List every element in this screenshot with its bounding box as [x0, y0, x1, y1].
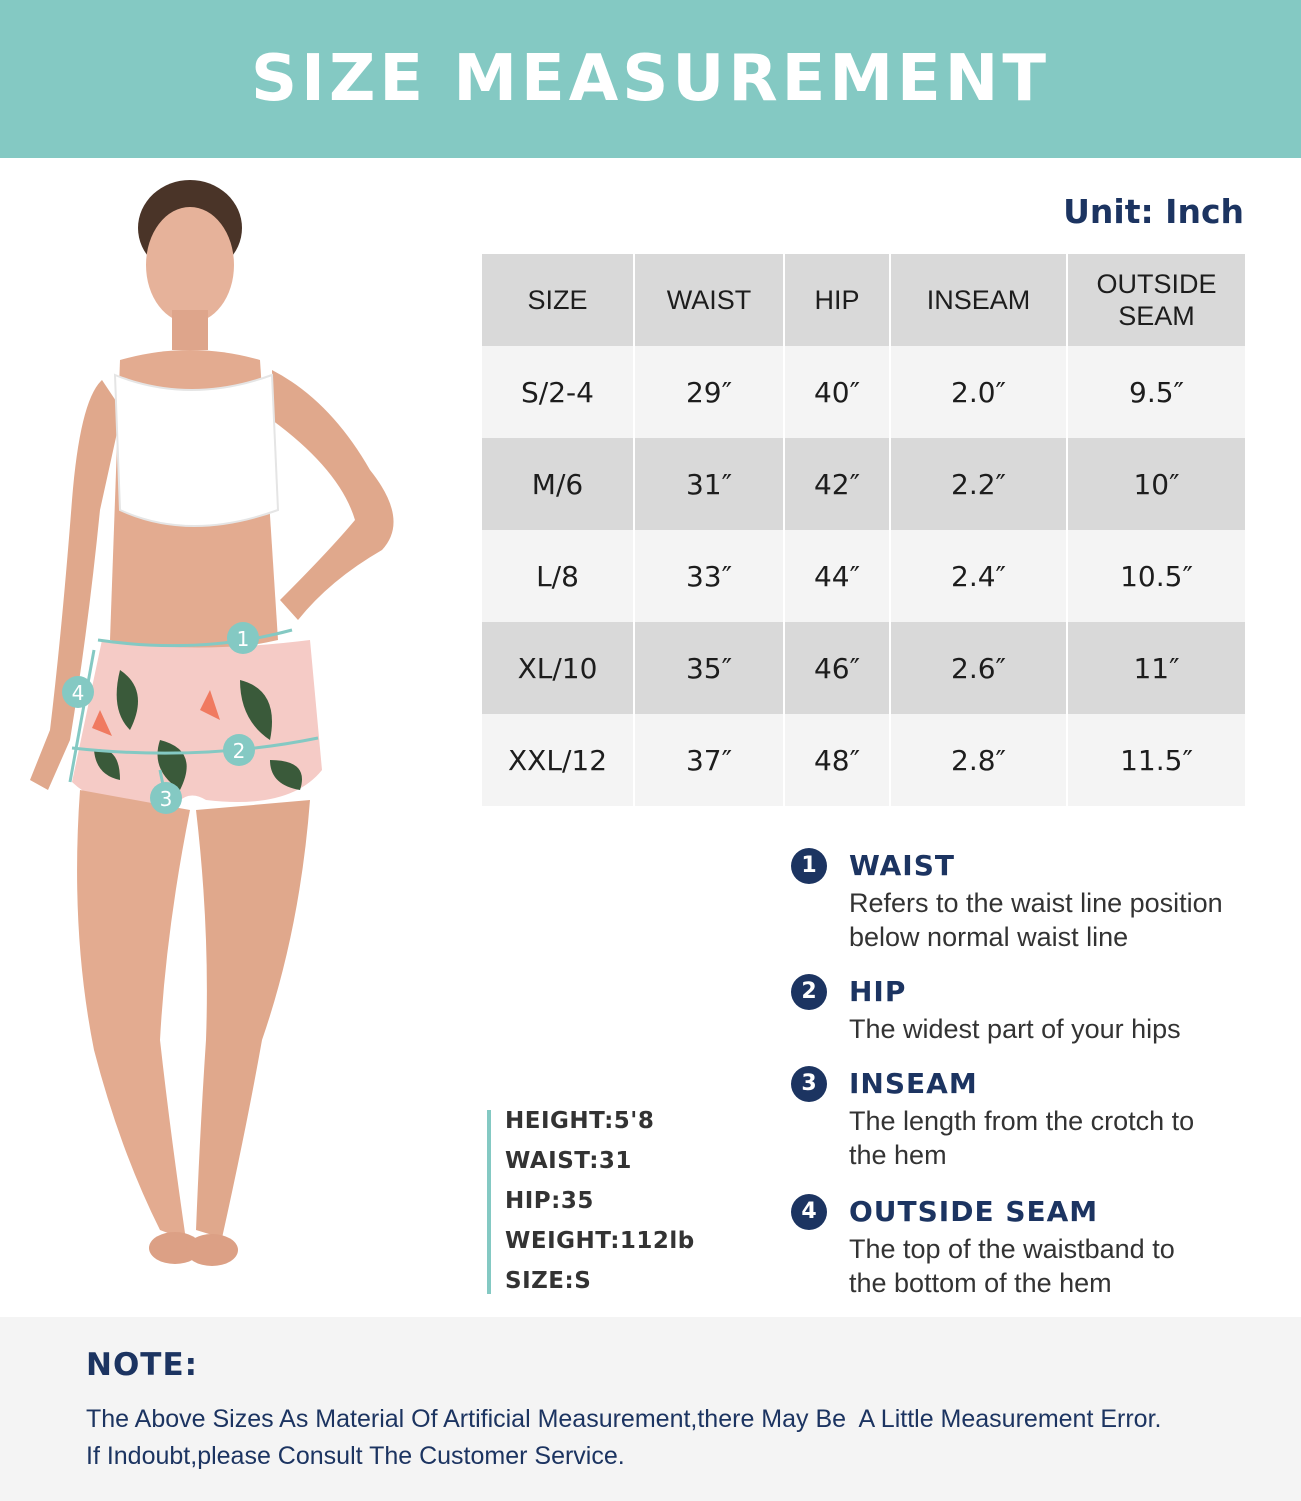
cell-outside-seam: 10.5″ — [1067, 530, 1245, 622]
cell-size: L/8 — [482, 530, 634, 622]
model-height: HEIGHT:5'8 — [505, 1108, 655, 1134]
table-row — [482, 622, 1245, 714]
header-size: SIZE — [482, 254, 634, 346]
number-badge: 1 — [791, 848, 827, 884]
model-waist: WAIST:31 — [505, 1148, 632, 1174]
cell-inseam: 2.8″ — [890, 714, 1067, 806]
header-banner — [0, 0, 1301, 158]
cell-hip: 40″ — [784, 346, 890, 438]
legend-title: HIP — [849, 975, 907, 1008]
note-section — [0, 1317, 1301, 1501]
cell-inseam: 2.0″ — [890, 346, 1067, 438]
cell-outside-seam: 9.5″ — [1067, 346, 1245, 438]
cell-waist: 33″ — [634, 530, 784, 622]
svg-text:2: 2 — [232, 739, 246, 763]
cell-waist: 29″ — [634, 346, 784, 438]
cell-size: XXL/12 — [482, 714, 634, 806]
measure-marker-1 — [227, 622, 259, 654]
model-photo — [10, 170, 450, 1310]
header-outside-seam-label: OUTSIDE SEAM — [1096, 269, 1217, 331]
legend-description: The widest part of your hips — [849, 1014, 1181, 1044]
model-figure — [30, 180, 394, 1266]
legend-item-waist — [791, 848, 1261, 974]
svg-text:4: 4 — [71, 681, 85, 705]
cell-hip: 48″ — [784, 714, 890, 806]
legend-item-outside-seam — [791, 1194, 1261, 1300]
legend-title: WAIST — [849, 849, 955, 882]
model-weight: WEIGHT:112lb — [505, 1228, 695, 1254]
legend-title: INSEAM — [849, 1067, 978, 1100]
model-hip: HIP:35 — [505, 1188, 594, 1214]
cell-waist: 35″ — [634, 622, 784, 714]
header-waist: WAIST — [634, 254, 784, 346]
svg-text:3: 3 — [159, 787, 173, 811]
model-stats — [487, 1110, 695, 1294]
legend-description: The top of the waistband to the bottom of the hem — [849, 1234, 1175, 1298]
header-outside-seam — [1067, 254, 1245, 346]
unit-label: Unit: Inch — [1063, 192, 1244, 231]
cell-inseam: 2.4″ — [890, 530, 1067, 622]
note-text: The Above Sizes As Material Of Artificial Measurement,there May Be A Little Measurement Error. If Indoubt,please Consult The Customer Service. — [86, 1405, 1162, 1470]
legend-item-inseam — [791, 1066, 1261, 1194]
measure-marker-2 — [223, 734, 255, 766]
table-header-row — [482, 254, 1245, 346]
cell-outside-seam: 11″ — [1067, 622, 1245, 714]
model-size: SIZE:S — [505, 1268, 592, 1294]
legend-title: OUTSIDE SEAM — [849, 1195, 1099, 1228]
size-table — [482, 254, 1245, 806]
measurement-legend — [791, 848, 1261, 1300]
note-title: NOTE: — [86, 1347, 199, 1383]
legend-item-hip — [791, 974, 1261, 1066]
cell-size: S/2-4 — [482, 346, 634, 438]
cell-size: M/6 — [482, 438, 634, 530]
measure-marker-3 — [150, 782, 182, 814]
header-inseam: INSEAM — [890, 254, 1067, 346]
legend-description: Refers to the waist line position below normal waist line — [849, 888, 1223, 952]
cell-hip: 46″ — [784, 622, 890, 714]
cell-outside-seam: 11.5″ — [1067, 714, 1245, 806]
number-badge: 4 — [791, 1194, 827, 1230]
number-badge: 2 — [791, 974, 827, 1010]
cell-inseam: 2.2″ — [890, 438, 1067, 530]
table-row — [482, 346, 1245, 438]
cell-waist: 37″ — [634, 714, 784, 806]
svg-text:1: 1 — [236, 627, 250, 651]
cell-inseam: 2.6″ — [890, 622, 1067, 714]
table-row — [482, 438, 1245, 530]
legend-description: The length from the crotch to the hem — [849, 1106, 1195, 1170]
cell-outside-seam: 10″ — [1067, 438, 1245, 530]
table-row — [482, 714, 1245, 806]
measure-marker-4 — [62, 676, 94, 708]
cell-hip: 44″ — [784, 530, 890, 622]
table-row — [482, 530, 1245, 622]
number-badge: 3 — [791, 1066, 827, 1102]
header-hip: HIP — [784, 254, 890, 346]
page-title: SIZE MEASUREMENT — [251, 42, 1050, 116]
cell-size: XL/10 — [482, 622, 634, 714]
cell-hip: 42″ — [784, 438, 890, 530]
cell-waist: 31″ — [634, 438, 784, 530]
